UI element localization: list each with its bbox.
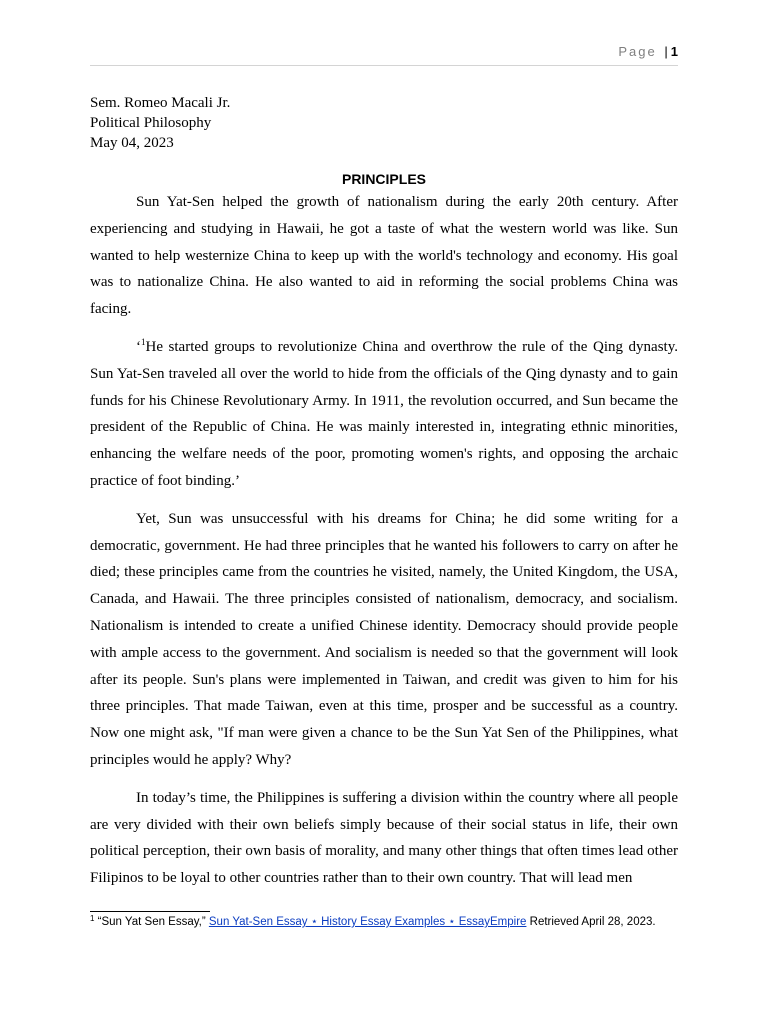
footnote-prefix: “Sun Yat Sen Essay,” (94, 916, 209, 928)
footnote-source-link[interactable]: Sun Yat-Sen Essay ⋆ History Essay Examples ⋆ EssayEmpire (208, 916, 527, 928)
page-separator: | (664, 44, 668, 59)
page-number: 1 (670, 44, 678, 59)
open-quote: ‘ (136, 338, 141, 355)
page-label: Page (618, 44, 657, 59)
page-header (90, 44, 678, 66)
paragraph-3: Yet, Sun was unsuccessful with his dreams for China; he did some writing for a democratic, government. He had three principles that he wanted his followers to carry on after he died; these principles came from the countries he visited, namely, the United Kingdom, the USA, Canada, and Hawaii. The three principles consisted of nationalism, democracy, and socialism. Nationalism is intended to create a unified Chinese identity. Democracy should provide people with ample access to the government. And socialism is needed so that the government will look after its people. Sun's plans were implemented in Taiwan, and credit was given to him for his three principles. That made Taiwan, even at this time, prosper and be successful as a country. Now one might ask, "If man were given a chance to be the Sun Yat Sen of the Philippines, what principles would he apply? Why? (90, 510, 678, 768)
document-meta (90, 93, 230, 153)
footnote-suffix: Retrieved April 28, 2023. (526, 916, 656, 928)
footnote (90, 915, 690, 930)
footnote-separator (90, 911, 210, 912)
author-name: Sem. Romeo Macali Jr. (90, 95, 231, 111)
page-number-label (618, 44, 678, 59)
course-name: Political Philosophy (90, 115, 212, 131)
document-title: PRINCIPLES (341, 171, 426, 187)
paragraph-4: In today’s time, the Philippines is suffering a division within the country where all people are very divided with their own beliefs simply because of their social status in life, their own political perception, their own basis of morality, and many other things that often times lead other Filipinos to be loyal to other countries rather than to their own country. That will lead men (90, 789, 678, 887)
footnote-reference[interactable]: 1 (141, 336, 146, 347)
document-body (90, 189, 678, 903)
paragraph-2 (90, 334, 678, 495)
paragraph-1: Sun Yat-Sen helped the growth of nationalism during the early 20th century. After experiencing and studying in Hawaii, he got a taste of what the western world was like. Sun wanted to help westernize China to keep up with the world's technology and economy. His goal was to nationalize China. He also wanted to aid in reforming the social problems China was facing. (90, 194, 678, 318)
paragraph-2-text: He started groups to revolutionize China and overthrow the rule of the Qing dynasty. Sun Yat-Sen traveled all over the world to hide from the officials of the Qing dynasty and to gain funds for his Chinese Revolutionary Army. In 1911, the revolution occurred, and Sun became the president of the Republic of China. He was mainly interested in, integrating ethnic minorities, enhancing the welfare needs of the poor, promoting women's rights, and opposing the archaic practice of foot binding.’ (90, 338, 678, 489)
footnote-number: 1 (90, 914, 95, 923)
document-date: May 04, 2023 (90, 135, 174, 151)
